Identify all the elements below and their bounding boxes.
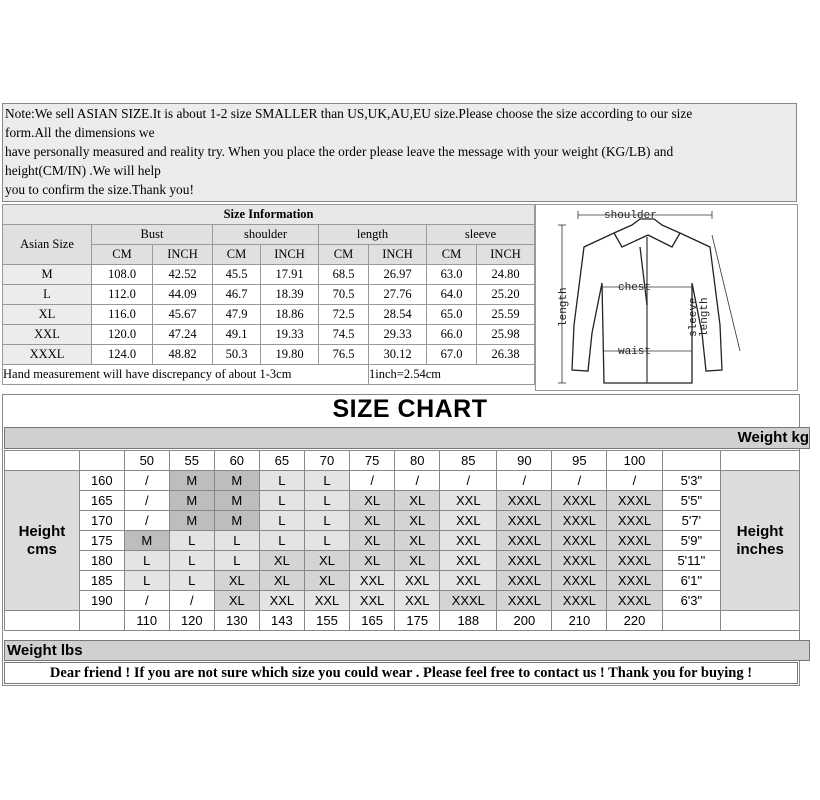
measurement-value: 25.20 — [477, 285, 535, 305]
size-cell: M — [214, 491, 259, 511]
size-cell: XL — [350, 491, 395, 511]
unit-header: CM — [319, 245, 369, 265]
measurement-value: 49.1 — [213, 325, 261, 345]
lbs-value: 200 — [497, 611, 552, 631]
size-info-row — [3, 265, 535, 285]
height-row — [5, 551, 800, 571]
size-cell: XXL — [440, 511, 497, 531]
sleeve-label: sleeve — [688, 297, 700, 337]
size-cell: XXXL — [497, 591, 552, 611]
size-cell: XXXL — [607, 491, 662, 511]
size-label: M — [3, 265, 92, 285]
size-cell: L — [259, 491, 304, 511]
size-cell: L — [259, 511, 304, 531]
note-line: Note:We sell ASIAN SIZE.It is about 1-2 size SMALLER than US,UK,AU,EU size.Please choose the size according to our size — [5, 106, 693, 121]
size-cell: XXL — [440, 531, 497, 551]
size-cell: M — [169, 471, 214, 491]
size-cell: XL — [214, 591, 259, 611]
unit-header: CM — [427, 245, 477, 265]
measurement-value: 70.5 — [319, 285, 369, 305]
measurement-value: 26.38 — [477, 345, 535, 365]
measurement-value: 45.5 — [213, 265, 261, 285]
blank-cell — [79, 611, 124, 631]
kg-value: 75 — [350, 451, 395, 471]
size-cell: L — [304, 531, 349, 551]
measurement-value: 29.33 — [369, 325, 427, 345]
measurement-value: 25.59 — [477, 305, 535, 325]
size-label: XL — [3, 305, 92, 325]
kg-value: 65 — [259, 451, 304, 471]
measurement-value: 116.0 — [92, 305, 153, 325]
measurement-value: 24.80 — [477, 265, 535, 285]
height-row — [5, 491, 800, 511]
height-inches-value: 6'1" — [662, 571, 721, 591]
size-cell: XXXL — [552, 551, 607, 571]
blank-cell — [662, 451, 721, 471]
height-inches-value: 5'9" — [662, 531, 721, 551]
height-cm-value: 165 — [79, 491, 124, 511]
kg-value: 60 — [214, 451, 259, 471]
size-chart-table — [4, 450, 800, 631]
size-cell: / — [350, 471, 395, 491]
size-cell: XL — [259, 571, 304, 591]
size-information-table — [2, 204, 535, 385]
sleeve-length-label: length — [699, 297, 711, 337]
size-cell: L — [304, 491, 349, 511]
size-information-title: Size Information — [3, 205, 535, 225]
measurement-value: 72.5 — [319, 305, 369, 325]
weight-lbs-header: Weight lbs — [4, 640, 810, 661]
lbs-value: 188 — [440, 611, 497, 631]
height-cm-value: 180 — [79, 551, 124, 571]
size-cell: / — [124, 471, 169, 491]
height-cm-value: 190 — [79, 591, 124, 611]
lbs-value: 143 — [259, 611, 304, 631]
measurement-value: 26.97 — [369, 265, 427, 285]
unit-header: INCH — [153, 245, 213, 265]
size-cell: XXXL — [552, 571, 607, 591]
size-cell: M — [169, 491, 214, 511]
size-cell: XXL — [304, 591, 349, 611]
size-cell: XXL — [350, 591, 395, 611]
shoulder-header: shoulder — [213, 225, 319, 245]
size-cell: XXXL — [552, 511, 607, 531]
measurement-value: 45.67 — [153, 305, 213, 325]
shoulder-label: shoulder — [604, 210, 657, 222]
size-cell: / — [552, 471, 607, 491]
asian-size-header: Asian Size — [3, 225, 92, 265]
measurement-value: 17.91 — [261, 265, 319, 285]
size-cell: / — [124, 591, 169, 611]
size-cell: M — [214, 511, 259, 531]
kg-value: 85 — [440, 451, 497, 471]
waist-label: waist — [618, 346, 652, 358]
measurement-value: 28.54 — [369, 305, 427, 325]
shirt-measurement-diagram — [535, 204, 798, 391]
measurement-value: 124.0 — [92, 345, 153, 365]
kg-value: 80 — [395, 451, 440, 471]
blank-cell — [721, 611, 800, 631]
measurement-value: 108.0 — [92, 265, 153, 285]
measurement-value: 66.0 — [427, 325, 477, 345]
contact-message: Dear friend ! If you are not sure which size you could wear . Please feel free to contact us ! Thank you for buying ! — [4, 662, 798, 684]
measurement-value: 74.5 — [319, 325, 369, 345]
size-chart-title: SIZE CHART — [332, 395, 488, 423]
height-cms-label — [5, 471, 80, 611]
size-cell: XXXL — [552, 531, 607, 551]
length-label: length — [558, 287, 570, 327]
lbs-value: 210 — [552, 611, 607, 631]
measurement-value: 19.33 — [261, 325, 319, 345]
measurement-value: 30.12 — [369, 345, 427, 365]
blank-cell — [721, 451, 800, 471]
size-cell: L — [214, 551, 259, 571]
size-cell: L — [259, 531, 304, 551]
measurement-value: 25.98 — [477, 325, 535, 345]
measurement-value: 67.0 — [427, 345, 477, 365]
height-row — [5, 571, 800, 591]
height-inches-label — [721, 471, 800, 611]
sleeve-header: sleeve — [427, 225, 535, 245]
kg-value: 55 — [169, 451, 214, 471]
measurement-value: 63.0 — [427, 265, 477, 285]
size-cell: XXL — [440, 551, 497, 571]
size-cell: / — [124, 511, 169, 531]
size-cell: XXL — [440, 491, 497, 511]
size-cell: XL — [395, 491, 440, 511]
measurement-value: 64.0 — [427, 285, 477, 305]
size-cell: L — [214, 531, 259, 551]
size-cell: XXL — [395, 571, 440, 591]
size-cell: L — [124, 551, 169, 571]
measurement-value: 44.09 — [153, 285, 213, 305]
inch-conversion: 1inch=2.54cm — [369, 365, 535, 385]
size-cell: L — [169, 571, 214, 591]
size-cell: L — [304, 471, 349, 491]
size-cell: / — [607, 471, 662, 491]
size-cell: XL — [304, 551, 349, 571]
lbs-value: 155 — [304, 611, 349, 631]
size-label: L — [3, 285, 92, 305]
measurement-value: 19.80 — [261, 345, 319, 365]
size-cell: XXXL — [607, 551, 662, 571]
note-line: you to confirm the size.Thank you! — [5, 181, 194, 197]
size-cell: L — [304, 511, 349, 531]
measurement-value: 48.82 — [153, 345, 213, 365]
measurement-value: 120.0 — [92, 325, 153, 345]
lbs-row — [5, 611, 800, 631]
height-label-line: Height — [18, 522, 66, 540]
lbs-value: 175 — [395, 611, 440, 631]
weight-kg-header: Weight kg — [4, 427, 810, 449]
size-cell: L — [169, 531, 214, 551]
size-cell: XL — [304, 571, 349, 591]
measurement-value: 47.9 — [213, 305, 261, 325]
size-cell: XXXL — [440, 591, 497, 611]
note-line: form.All the dimensions we — [5, 124, 155, 140]
measurement-value: 46.7 — [213, 285, 261, 305]
size-cell: / — [497, 471, 552, 491]
size-cell: XXXL — [497, 511, 552, 531]
kg-value: 90 — [497, 451, 552, 471]
size-cell: XXXL — [497, 491, 552, 511]
measurement-value: 18.86 — [261, 305, 319, 325]
size-cell: XXXL — [552, 491, 607, 511]
unit-header: INCH — [261, 245, 319, 265]
chest-label: chest — [618, 282, 652, 294]
size-cell: XXXL — [607, 571, 662, 591]
size-cell: / — [395, 471, 440, 491]
size-cell: L — [259, 471, 304, 491]
length-header: length — [319, 225, 427, 245]
kg-row — [5, 451, 800, 471]
measurement-note: Hand measurement will have discrepancy of about 1-3cm — [3, 365, 369, 385]
size-cell: XL — [350, 511, 395, 531]
size-cell: XL — [259, 551, 304, 571]
size-cell: / — [124, 491, 169, 511]
measurement-value: 47.24 — [153, 325, 213, 345]
lbs-value: 165 — [350, 611, 395, 631]
measurement-value: 112.0 — [92, 285, 153, 305]
height-inches-value: 6'3" — [662, 591, 721, 611]
size-info-row — [3, 285, 535, 305]
measurement-value: 42.52 — [153, 265, 213, 285]
measurement-value: 76.5 — [319, 345, 369, 365]
height-inches-value: 5'11" — [662, 551, 721, 571]
height-cm-value: 170 — [79, 511, 124, 531]
size-label: XXL — [3, 325, 92, 345]
size-info-row — [3, 345, 535, 365]
size-cell: XXL — [395, 591, 440, 611]
lbs-value: 220 — [607, 611, 662, 631]
size-cell: XL — [350, 531, 395, 551]
height-cm-value: 160 — [79, 471, 124, 491]
height-row — [5, 531, 800, 551]
height-inches-value: 5'7' — [662, 511, 721, 531]
bust-header: Bust — [92, 225, 213, 245]
measurement-value: 65.0 — [427, 305, 477, 325]
height-inches-value: 5'5" — [662, 491, 721, 511]
note-line: height(CM/IN) .We will help — [5, 162, 161, 178]
size-note — [2, 103, 797, 202]
unit-header: INCH — [369, 245, 427, 265]
height-inches-value: 5'3" — [662, 471, 721, 491]
size-cell: M — [214, 471, 259, 491]
height-label-line: Height — [736, 522, 784, 540]
unit-header: CM — [92, 245, 153, 265]
height-unit-line: cms — [26, 540, 57, 558]
height-row — [5, 511, 800, 531]
size-cell: XL — [395, 511, 440, 531]
height-unit-line: inches — [736, 540, 784, 558]
size-info-row — [3, 305, 535, 325]
unit-header: INCH — [477, 245, 535, 265]
kg-value: 50 — [124, 451, 169, 471]
blank-cell — [5, 611, 80, 631]
blank-cell — [662, 611, 721, 631]
size-cell: M — [124, 531, 169, 551]
kg-value: 100 — [607, 451, 662, 471]
size-cell: XXXL — [497, 531, 552, 551]
size-cell: M — [169, 511, 214, 531]
size-cell: L — [169, 551, 214, 571]
size-cell: XXXL — [607, 591, 662, 611]
size-cell: XXXL — [497, 571, 552, 591]
size-cell: XL — [395, 531, 440, 551]
size-cell: XXL — [350, 571, 395, 591]
measurement-value: 27.76 — [369, 285, 427, 305]
height-cm-value: 185 — [79, 571, 124, 591]
lbs-value: 110 — [124, 611, 169, 631]
size-cell: XXL — [259, 591, 304, 611]
size-label: XXXL — [3, 345, 92, 365]
blank-cell — [79, 451, 124, 471]
measurement-value: 18.39 — [261, 285, 319, 305]
size-cell: XXL — [440, 571, 497, 591]
size-cell: XL — [350, 551, 395, 571]
lbs-value: 130 — [214, 611, 259, 631]
blank-cell — [5, 451, 80, 471]
measurement-value: 68.5 — [319, 265, 369, 285]
size-cell: / — [169, 591, 214, 611]
kg-value: 70 — [304, 451, 349, 471]
kg-value: 95 — [552, 451, 607, 471]
note-line: have personally measured and reality try. When you place the order please leave the message with your weight (KG/LB) and — [5, 143, 674, 159]
lbs-value: 120 — [169, 611, 214, 631]
size-cell: XXXL — [607, 511, 662, 531]
height-cm-value: 175 — [79, 531, 124, 551]
measurement-value: 50.3 — [213, 345, 261, 365]
size-info-row — [3, 325, 535, 345]
unit-header: CM — [213, 245, 261, 265]
size-cell: L — [124, 571, 169, 591]
height-row — [5, 591, 800, 611]
size-cell: XL — [214, 571, 259, 591]
size-cell: XXXL — [552, 591, 607, 611]
height-row — [5, 471, 800, 491]
size-cell: XXXL — [607, 531, 662, 551]
size-cell: XXXL — [497, 551, 552, 571]
size-cell: / — [440, 471, 497, 491]
size-cell: XL — [395, 551, 440, 571]
shirt-diagram-svg — [536, 205, 797, 390]
